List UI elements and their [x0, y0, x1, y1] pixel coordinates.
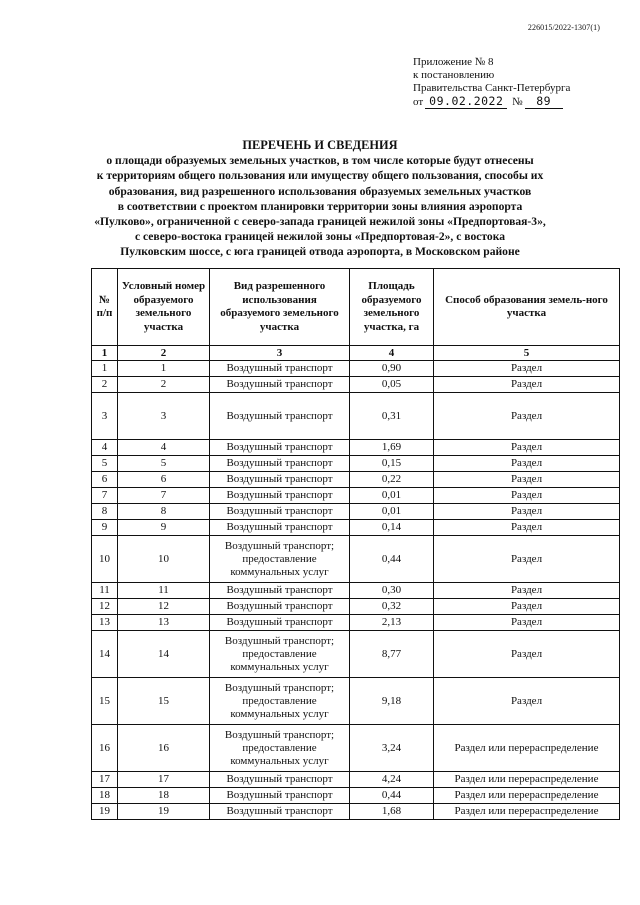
cell-plot-id: 12 — [118, 599, 210, 615]
table-header-row — [92, 269, 620, 346]
title-line: к территориям общего пользования или имуществу общего пользования, способы их — [96, 169, 544, 183]
cell-row-number: 16 — [92, 725, 118, 772]
column-number: 4 — [350, 346, 434, 361]
cell-area: 2,13 — [350, 615, 434, 631]
cell-plot-id: 15 — [118, 678, 210, 725]
table-row — [92, 772, 620, 788]
table-row — [92, 488, 620, 504]
cell-area: 3,24 — [350, 725, 434, 772]
cell-permitted-use: Воздушный транспорт; предоставление коммунальных услуг — [210, 725, 350, 772]
cell-formation-method: Раздел — [434, 377, 620, 393]
from-label: от — [413, 96, 424, 108]
cell-permitted-use: Воздушный транспорт — [210, 804, 350, 820]
table-row — [92, 631, 620, 678]
cell-permitted-use: Воздушный транспорт — [210, 599, 350, 615]
cell-formation-method: Раздел — [434, 615, 620, 631]
cell-formation-method: Раздел — [434, 631, 620, 678]
cell-plot-id: 1 — [118, 361, 210, 377]
cell-area: 0,90 — [350, 361, 434, 377]
cell-area: 0,32 — [350, 599, 434, 615]
document-title — [60, 138, 580, 260]
cell-row-number: 12 — [92, 599, 118, 615]
cell-formation-method: Раздел — [434, 393, 620, 440]
cell-plot-id: 11 — [118, 583, 210, 599]
cell-permitted-use: Воздушный транспорт — [210, 504, 350, 520]
cell-plot-id: 8 — [118, 504, 210, 520]
cell-formation-method: Раздел — [434, 361, 620, 377]
appendix-date-line — [413, 95, 570, 109]
header-area: Площадь образуемого земельного участка, га — [350, 269, 434, 346]
cell-permitted-use: Воздушный транспорт — [210, 361, 350, 377]
title-heading: ПЕРЕЧЕНЬ И СВЕДЕНИЯ — [242, 138, 398, 152]
cell-permitted-use: Воздушный транспорт — [210, 488, 350, 504]
cell-formation-method: Раздел или перераспределение — [434, 804, 620, 820]
cell-plot-id: 10 — [118, 536, 210, 583]
cell-plot-id: 14 — [118, 631, 210, 678]
cell-permitted-use: Воздушный транспорт — [210, 520, 350, 536]
header-formation-method: Способ образования земель-ного участка — [434, 269, 620, 346]
cell-row-number: 15 — [92, 678, 118, 725]
cell-area: 0,15 — [350, 456, 434, 472]
cell-plot-id: 9 — [118, 520, 210, 536]
table-row — [92, 678, 620, 725]
table-row — [92, 440, 620, 456]
appendix-line-2: к постановлению — [413, 69, 495, 81]
cell-row-number: 3 — [92, 393, 118, 440]
cell-area: 0,14 — [350, 520, 434, 536]
cell-area: 0,44 — [350, 788, 434, 804]
cell-row-number: 11 — [92, 583, 118, 599]
title-line: в соответствии с проектом планировки территории зоны влияния аэропорта — [117, 199, 523, 213]
table-row — [92, 725, 620, 772]
cell-plot-id: 19 — [118, 804, 210, 820]
table-row — [92, 804, 620, 820]
title-line: о площади образуемых земельных участков, в том числе которые будут отнесены — [106, 154, 534, 168]
table-row — [92, 520, 620, 536]
appendix-line-1: Приложение № 8 — [413, 56, 494, 68]
table-row — [92, 377, 620, 393]
cell-plot-id: 18 — [118, 788, 210, 804]
cell-formation-method: Раздел — [434, 456, 620, 472]
cell-area: 0,22 — [350, 472, 434, 488]
table-row — [92, 504, 620, 520]
cell-plot-id: 16 — [118, 725, 210, 772]
cell-plot-id: 5 — [118, 456, 210, 472]
column-number: 3 — [210, 346, 350, 361]
table-row — [92, 472, 620, 488]
cell-permitted-use: Воздушный транспорт — [210, 583, 350, 599]
cell-row-number: 5 — [92, 456, 118, 472]
cell-area: 4,24 — [350, 772, 434, 788]
column-numbers-row — [92, 346, 620, 361]
cell-permitted-use: Воздушный транспорт — [210, 377, 350, 393]
appendix-block — [413, 56, 570, 109]
header-permitted-use: Вид разрешенного использования образуемого земельного участка — [210, 269, 350, 346]
cell-permitted-use: Воздушный транспорт — [210, 772, 350, 788]
table-row — [92, 361, 620, 377]
cell-area: 0,44 — [350, 536, 434, 583]
cell-formation-method: Раздел — [434, 536, 620, 583]
cell-formation-method: Раздел — [434, 678, 620, 725]
cell-formation-method: Раздел или перераспределение — [434, 788, 620, 804]
cell-plot-id: 4 — [118, 440, 210, 456]
cell-plot-id: 3 — [118, 393, 210, 440]
cell-plot-id: 2 — [118, 377, 210, 393]
cell-plot-id: 13 — [118, 615, 210, 631]
cell-row-number: 18 — [92, 788, 118, 804]
cell-formation-method: Раздел — [434, 440, 620, 456]
cell-row-number: 8 — [92, 504, 118, 520]
cell-row-number: 4 — [92, 440, 118, 456]
cell-formation-method: Раздел — [434, 583, 620, 599]
number-label: № — [512, 96, 523, 108]
table-row — [92, 788, 620, 804]
cell-plot-id: 6 — [118, 472, 210, 488]
cell-row-number: 17 — [92, 772, 118, 788]
cell-formation-method: Раздел — [434, 488, 620, 504]
column-number: 5 — [434, 346, 620, 361]
cell-row-number: 14 — [92, 631, 118, 678]
title-line: образования, вид разрешенного использования образуемых земельных участков — [108, 184, 532, 198]
cell-area: 1,69 — [350, 440, 434, 456]
cell-permitted-use: Воздушный транспорт — [210, 456, 350, 472]
cell-row-number: 13 — [92, 615, 118, 631]
cell-row-number: 9 — [92, 520, 118, 536]
cell-area: 9,18 — [350, 678, 434, 725]
column-number: 1 — [92, 346, 118, 361]
appendix-line-3: Правительства Санкт-Петербурга — [413, 82, 571, 94]
cell-area: 0,01 — [350, 504, 434, 520]
cell-row-number: 6 — [92, 472, 118, 488]
table-row — [92, 456, 620, 472]
cell-permitted-use: Воздушный транспорт — [210, 393, 350, 440]
cell-row-number: 1 — [92, 361, 118, 377]
cell-row-number: 19 — [92, 804, 118, 820]
cell-formation-method: Раздел — [434, 472, 620, 488]
cell-area: 0,01 — [350, 488, 434, 504]
table-row — [92, 583, 620, 599]
table-body — [92, 361, 620, 820]
cell-permitted-use: Воздушный транспорт; предоставление коммунальных услуг — [210, 678, 350, 725]
decree-number: 89 — [525, 95, 563, 109]
cell-permitted-use: Воздушный транспорт — [210, 472, 350, 488]
column-number: 2 — [118, 346, 210, 361]
cell-row-number: 7 — [92, 488, 118, 504]
header-plot-id: Условный номер образуемого земельного участка — [118, 269, 210, 346]
cell-area: 0,05 — [350, 377, 434, 393]
table-row — [92, 599, 620, 615]
land-plots-table — [91, 268, 620, 820]
cell-permitted-use: Воздушный транспорт — [210, 440, 350, 456]
cell-permitted-use: Воздушный транспорт — [210, 615, 350, 631]
cell-area: 8,77 — [350, 631, 434, 678]
cell-permitted-use: Воздушный транспорт; предоставление коммунальных услуг — [210, 631, 350, 678]
header-row-number: № п/п — [92, 269, 118, 346]
cell-area: 0,30 — [350, 583, 434, 599]
document-number: 226015/2022-1307(1) — [527, 23, 600, 32]
cell-permitted-use: Воздушный транспорт; предоставление коммунальных услуг — [210, 536, 350, 583]
table-row — [92, 615, 620, 631]
cell-row-number: 10 — [92, 536, 118, 583]
cell-formation-method: Раздел или перераспределение — [434, 772, 620, 788]
title-line: с северо-востока границей нежилой зоны «Предпортовая-2», с востока — [134, 230, 506, 244]
title-line: «Пулково», ограниченной с северо-запада границей нежилой зоны «Предпортовая-3», — [94, 215, 546, 229]
cell-plot-id: 7 — [118, 488, 210, 504]
cell-area: 0,31 — [350, 393, 434, 440]
title-line: Пулковским шоссе, с юга границей отвода аэропорта, в Московском районе — [120, 245, 520, 259]
table-row — [92, 536, 620, 583]
cell-formation-method: Раздел — [434, 504, 620, 520]
cell-area: 1,68 — [350, 804, 434, 820]
cell-formation-method: Раздел или перераспределение — [434, 725, 620, 772]
table-row — [92, 393, 620, 440]
cell-plot-id: 17 — [118, 772, 210, 788]
cell-formation-method: Раздел — [434, 520, 620, 536]
cell-permitted-use: Воздушный транспорт — [210, 788, 350, 804]
cell-row-number: 2 — [92, 377, 118, 393]
decree-date: 09.02.2022 — [425, 94, 507, 109]
cell-formation-method: Раздел — [434, 599, 620, 615]
